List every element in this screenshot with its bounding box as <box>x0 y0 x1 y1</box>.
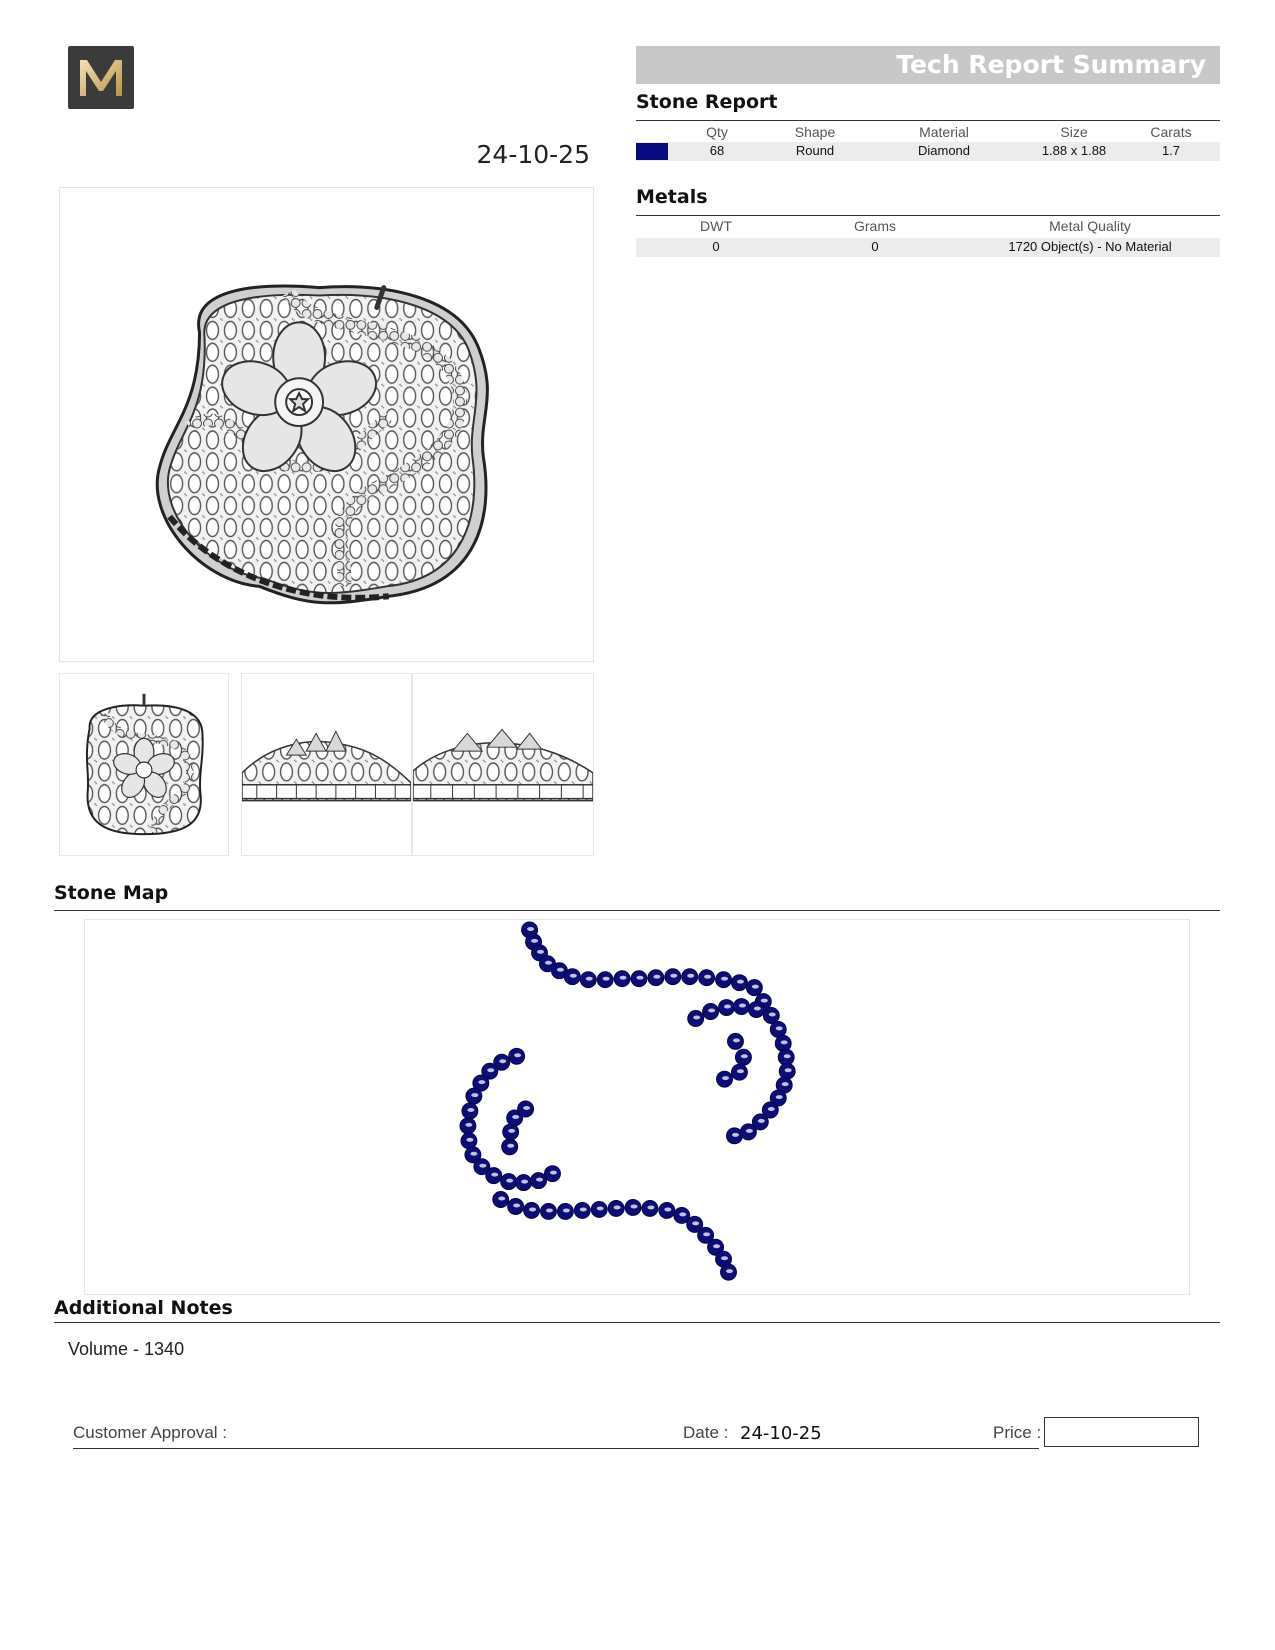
stone-shape: Round <box>795 143 835 158</box>
metals-quality: 1720 Object(s) - No Material <box>1008 239 1172 254</box>
main-product-image <box>59 187 594 662</box>
stone-marker <box>544 1166 560 1182</box>
notes-divider <box>54 1322 1220 1323</box>
stone-marker <box>659 1202 675 1218</box>
customer-approval-label: Customer Approval : <box>73 1423 228 1442</box>
stone-marker <box>486 1168 502 1184</box>
stone-marker <box>748 1002 764 1018</box>
stone-report-title: Stone Report <box>636 91 778 113</box>
stone-marker <box>597 972 613 988</box>
stone-marker <box>580 972 596 988</box>
stone-marker <box>502 1139 518 1155</box>
metals-col-dwt: DWT <box>700 218 732 234</box>
price-input[interactable] <box>1044 1417 1199 1447</box>
stone-map-title: Stone Map <box>54 882 169 904</box>
metals-title: Metals <box>636 186 708 208</box>
stone-col-shape: Shape <box>794 124 836 140</box>
stone-col-qty: Qty <box>706 124 728 140</box>
stone-marker <box>703 1004 719 1020</box>
metals-dwt: 0 <box>712 239 720 254</box>
stone-marker <box>733 999 749 1015</box>
stone-marker <box>625 1200 641 1216</box>
stone-marker <box>466 1088 482 1104</box>
stone-marker <box>735 1049 751 1065</box>
stone-marker <box>614 971 630 987</box>
stone-report-divider <box>636 120 1220 121</box>
stone-col-size: Size <box>1060 124 1088 140</box>
stone-map-diagram <box>85 920 1189 1294</box>
stone-marker <box>461 1133 477 1149</box>
company-logo <box>68 46 134 109</box>
metals-divider <box>636 215 1220 216</box>
stone-size: 1.88 x 1.88 <box>1041 143 1107 158</box>
thumbnail-angle-view[interactable] <box>412 673 594 856</box>
stone-marker <box>717 1071 733 1087</box>
stone-qty: 68 <box>709 143 725 158</box>
stone-marker <box>728 1033 744 1049</box>
thumbnail-top-view[interactable] <box>59 673 229 856</box>
stone-marker <box>460 1118 476 1134</box>
stone-marker <box>541 1203 557 1219</box>
stone-marker <box>531 1173 547 1189</box>
stone-marker <box>740 1124 756 1140</box>
metals-grams: 0 <box>871 239 879 254</box>
stone-map <box>84 919 1190 1295</box>
stone-marker <box>508 1199 524 1215</box>
stone-color-swatch <box>636 143 668 160</box>
stone-material: Diamond <box>917 143 971 158</box>
stone-marker <box>493 1192 509 1208</box>
stone-table-row <box>636 142 1220 161</box>
stone-marker <box>518 1101 534 1117</box>
report-date: 24-10-25 <box>476 140 590 169</box>
stone-marker <box>564 969 580 985</box>
notes-text: Volume - 1340 <box>68 1339 185 1359</box>
stone-map-divider <box>54 910 1220 911</box>
stone-col-material: Material <box>919 124 969 140</box>
thumbnail-side-view[interactable] <box>241 673 412 856</box>
notes-title: Additional Notes <box>54 1297 233 1319</box>
stone-marker <box>642 1201 658 1217</box>
stone-marker <box>591 1201 607 1217</box>
stone-marker <box>503 1124 519 1140</box>
stone-marker <box>516 1175 532 1191</box>
approval-date-value: 24-10-25 <box>740 1423 822 1444</box>
stone-col-carats: Carats <box>1150 124 1192 140</box>
stone-marker <box>727 1128 743 1144</box>
stone-marker <box>557 1203 573 1219</box>
report-title: Tech Report Summary <box>896 50 1206 79</box>
stone-marker <box>731 1064 747 1080</box>
stone-carats: 1.7 <box>1161 143 1181 158</box>
metals-table-row <box>636 238 1220 257</box>
stone-marker <box>524 1202 540 1218</box>
stone-marker <box>665 969 681 985</box>
stone-marker <box>501 1174 517 1190</box>
stone-marker <box>779 1063 795 1079</box>
stone-marker <box>682 969 698 985</box>
stone-marker <box>688 1011 704 1027</box>
metals-col-grams: Grams <box>854 218 896 234</box>
stone-marker <box>775 1035 791 1051</box>
price-label: Price : <box>993 1423 1042 1442</box>
stone-marker <box>631 971 647 987</box>
stone-marker <box>746 980 762 996</box>
stone-marker <box>731 975 747 991</box>
metals-col-quality: Metal Quality <box>1049 218 1131 234</box>
stone-marker <box>719 1000 735 1016</box>
stone-marker <box>699 970 715 986</box>
stone-marker <box>574 1202 590 1218</box>
stone-marker <box>509 1048 525 1064</box>
stone-marker <box>608 1201 624 1217</box>
stone-marker <box>462 1103 478 1119</box>
report-title-bar <box>636 46 1220 84</box>
approval-signature-line <box>73 1448 1039 1449</box>
stone-marker <box>721 1264 737 1280</box>
approval-date-label: Date : <box>683 1423 729 1442</box>
stone-marker <box>648 970 664 986</box>
stone-marker <box>763 1008 779 1024</box>
stone-marker <box>716 972 732 988</box>
